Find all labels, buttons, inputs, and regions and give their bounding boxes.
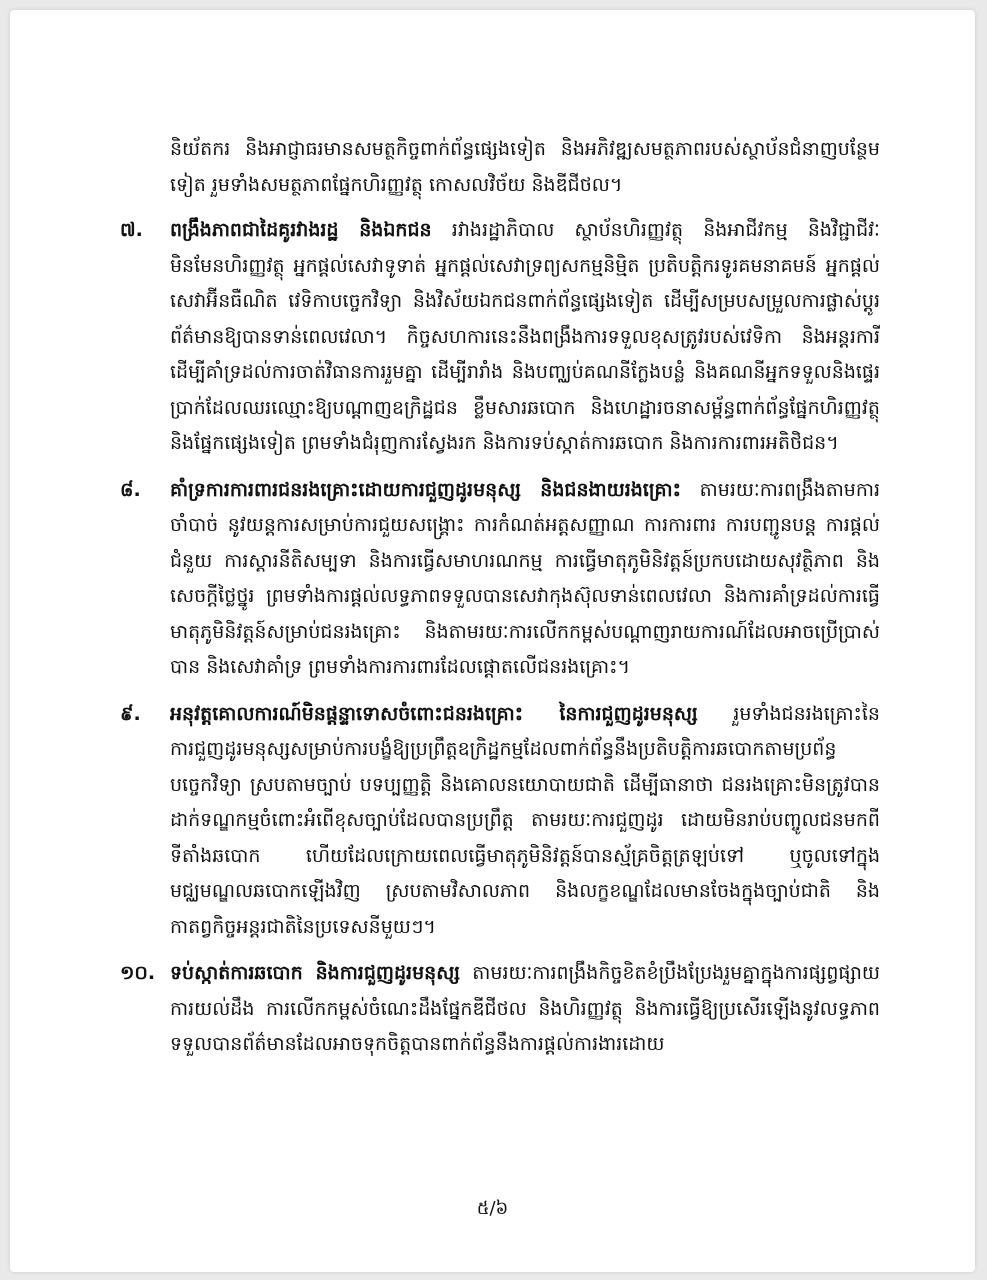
list-item-10 [120, 956, 880, 1063]
item-body: រវាងរដ្ឋាភិបាល ស្ថាប័នហិរញ្ញវត្ថុ និងអាជីវកម្ម និងវិជ្ជាជីវៈមិនមែនហិរញ្ញវត្ថុ អ្នកផ្តល់សេវាទូទាត់ អ្នកផ្តល់សេវាទ្រព្យសកម្មនិម្មិត ប្រតិបត្តិករទូរគមនាគមន៍ អ្នកផ្តល់សេវាអ៊ីនធឺណិត វេទិកាបច្ចេកវិទ្យា និងវិស័យឯកជនពាក់ព័ន្ធផ្សេងទៀត ដើម្បីសម្របសម្រួលការផ្លាស់ប្តូរព័ត៌មានឱ្យបានទាន់ពេលវេលា។ កិច្ចសហការនេះនឹងពង្រឹងការទទួលខុសត្រូវរបស់វេទិកា និងអន្តរការី ដើម្បីគាំទ្រដល់ការចាត់វិធានការរួមគ្នា ដើម្បីរារាំង និងបញ្ឈប់គណនីក្លែងបន្លំ និងគណនីអ្នកទទួលនិងផ្ទេរប្រាក់ដែលឈរឈ្មោះឱ្យបណ្តាញឧក្រិដ្ឋជន ខ្លឹមសារឆបោក និងហេដ្ឋារចនាសម្ព័ន្ធពាក់ព័ន្ធផ្នែកហិរញ្ញវត្ថុ និងផ្នែកផ្សេងទៀត ព្រមទាំងជំរុញការស្វែងរក និងការទប់ស្កាត់ការឆបោក និងការការពារអតិថិជន។ [170, 219, 880, 454]
list-item-9 [120, 697, 880, 946]
item-number: ៨. [120, 478, 141, 501]
item-number: ៧. [120, 219, 143, 241]
item-body: រួមទាំងជនរងគ្រោះនៃការជួញដូរមនុស្សសម្រាប់ការបង្ខំឱ្យប្រព្រឹត្តឧក្រិដ្ឋកម្មដែលពាក់ព័ន្ធនឹងប្រតិបត្តិការឆបោកតាមប្រព័ន្ធបច្ចេកវិទ្យា ស្របតាមច្បាប់ បទប្បញ្ញត្តិ និងគោលនយោបាយជាតិ ដើម្បីធានាថា ជនរងគ្រោះមិនត្រូវបានដាក់ទណ្ឌកម្មចំពោះអំពើខុសច្បាប់ដែលបានប្រព្រឹត្ត តាមរយៈការជួញដូរ ដោយមិនរាប់បញ្ចូលជនមកពីទីតាំងឆបោក ហើយដែលក្រោយពេលធ្វើមាតុភូមិនិវត្តន៍បានស្ម័គ្រចិត្តត្រឡប់ទៅ ឬចូលទៅក្នុងមជ្ឈមណ្ឌលឆបោកឡើងវិញ ស្របតាមវិសាលភាព និងលក្ខខណ្ឌដែលមានចែងក្នុងច្បាប់ជាតិ និងកាតព្វកិច្ចអន្តរជាតិនៃប្រទេសនីមួយៗ។ [170, 702, 880, 938]
page-number: ៥/៦ [476, 1198, 509, 1219]
item-title: ទប់ស្កាត់ការឆបោក និងការជួញដូរមនុស្ស [170, 962, 460, 984]
document-body [120, 132, 880, 1074]
item-number: ៩. [120, 702, 141, 725]
intro-paragraph: និយ័តករ និងអាជ្ញាធរមានសមត្ថកិច្ចពាក់ព័ន្ធផ្សេងទៀត និងអភិវឌ្ឍសមត្ថភាពរបស់ស្ថាប័នជំនាញបន្ថែមទៀត រួមទាំងសមត្ថភាពផ្នែកហិរញ្ញវត្ថុ កោសលវិច័យ និងឌីជីថល។ [170, 138, 880, 196]
item-body: តាមរយៈការពង្រឹងកិច្ចខិតខំប្រឹងប្រែងរួមគ្នាក្នុងការផ្សព្វផ្សាយការយល់ដឹង ការលើកកម្ពស់ចំណេះដឹងផ្នែកឌីជីថល និងហិរញ្ញវត្ថុ និងការធ្វើឱ្យប្រសើរឡើងនូវលទ្ធភាពទទួលបានព័ត៌មានដែលអាចទុកចិត្តបានពាក់ព័ន្ធនឹងការផ្តល់ការងារដោយ [170, 962, 880, 1055]
item-body: តាមរយៈការពង្រឹងតាមការចាំបាច់ នូវយន្តការសម្រាប់ការជួយសង្គ្រោះ ការកំណត់អត្តសញ្ញាណ ការការពារ ការបញ្ជូនបន្ត ការផ្តល់ជំនួយ ការស្តារនីតិសម្បទា និងការធ្វើសមាហរណកម្ម ការធ្វើមាតុភូមិនិវត្តន៍ប្រកបដោយសុវត្ថិភាព និងសេចក្តីថ្លៃថ្នូរ ព្រមទាំងការផ្តល់លទ្ធភាពទទួលបានសេវាកុងស៊ុលទាន់ពេលវេលា និងការគាំទ្រដល់ការធ្វើមាតុភូមិនិវត្តន៍សម្រាប់ជនរងគ្រោះ និងតាមរយៈការលើកកម្ពស់បណ្តាញរាយការណ៍ដែលអាចប្រើប្រាស់បាន និងសេវាគាំទ្រ ព្រមទាំងការការពារដែលផ្តោតលើជនរងគ្រោះ។ [170, 478, 880, 678]
list-item-8 [120, 473, 880, 686]
item-title: ពង្រឹងភាពជាដៃគូរវាងរដ្ឋ និងឯកជន [170, 219, 432, 241]
item-number: ១០. [120, 962, 156, 984]
item-title: គាំទ្រការការពារជនរងគ្រោះដោយការជួញដូរមនុស្ស និងជនងាយរងគ្រោះ [170, 478, 681, 501]
document-page [10, 10, 975, 1272]
item-title: អនុវត្តគោលការណ៍មិនផ្តន្ទាទោសចំពោះជនរងគ្រោះ នៃការជួញដូរមនុស្ស [170, 702, 698, 725]
list-item-7 [120, 213, 880, 462]
